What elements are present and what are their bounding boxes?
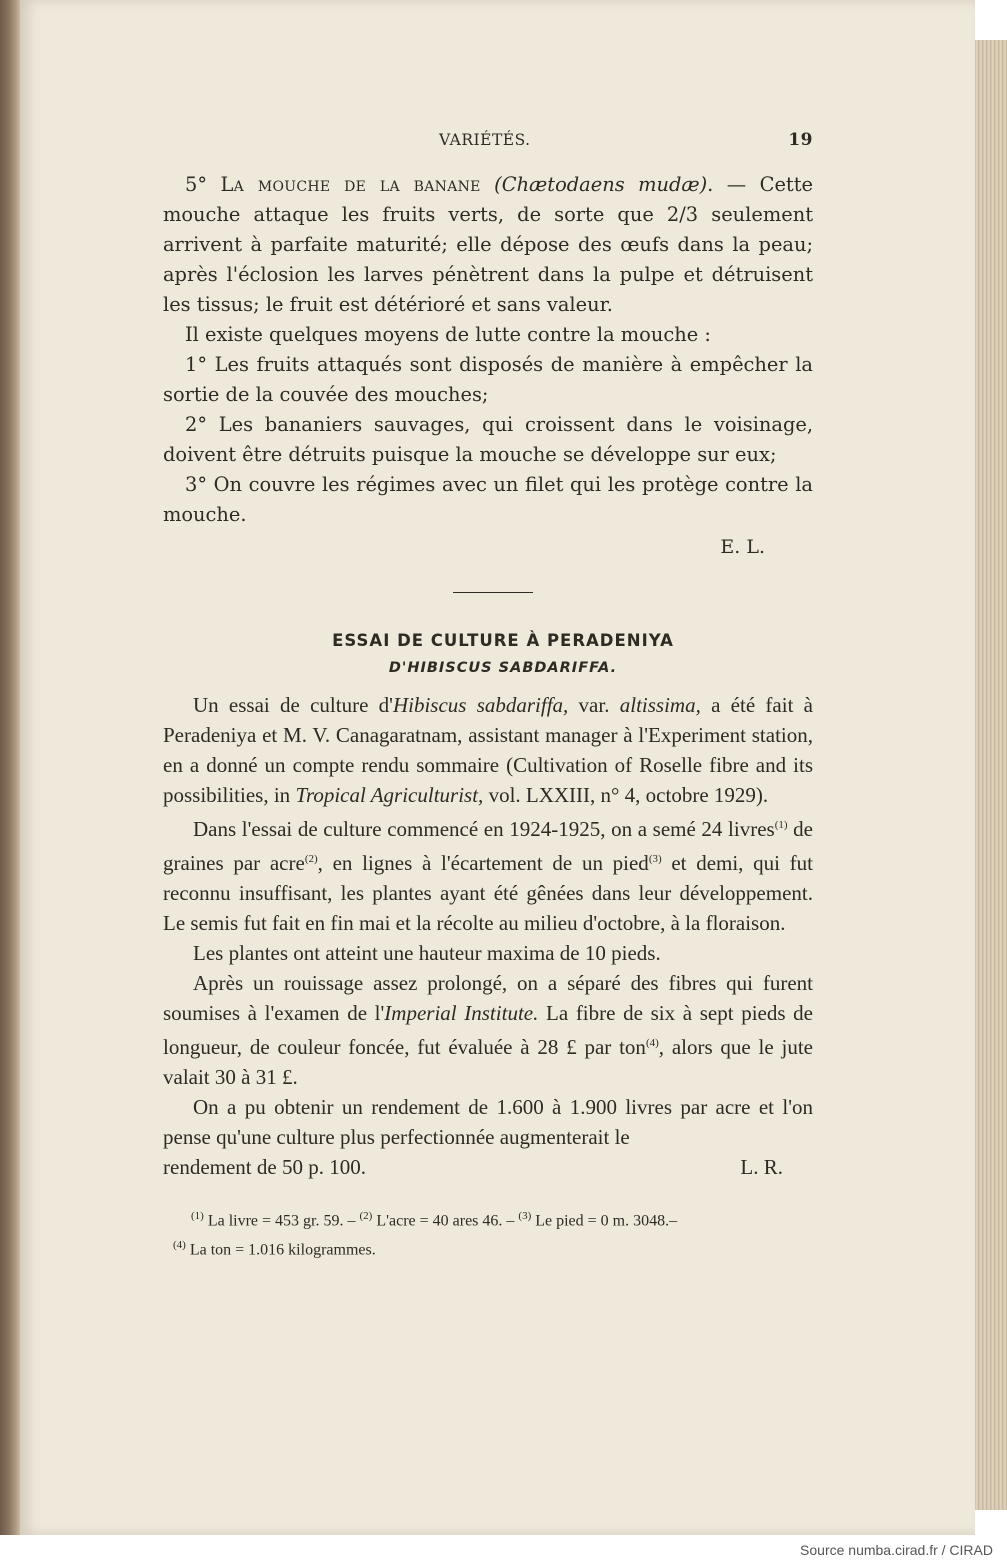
footnotes — [163, 1204, 813, 1263]
text: Un essai de culture d' — [193, 693, 393, 717]
page-content — [163, 130, 813, 1263]
signature: E. L. — [720, 536, 765, 558]
footnote-ref: (1) — [774, 819, 788, 831]
latin-name: Hibiscus sabdariffa, — [392, 693, 569, 717]
footnote-number: (1) — [191, 1210, 204, 1222]
footnote-ref: (4) — [645, 1037, 659, 1049]
article-title: ESSAI DE CULTURE À PERADENIYA — [332, 631, 674, 650]
paragraph — [163, 690, 813, 810]
section-banana-fly — [163, 170, 813, 562]
text: Dans l'essai de culture commencé en 1924-1925, on a semé 24 livres — [193, 817, 775, 841]
footnote-text: Le pied = 0 m. 3048.– — [531, 1212, 678, 1230]
page-number: 19 — [788, 130, 813, 150]
institute-name: Imperial Institute. — [384, 1001, 539, 1025]
footnote-line — [191, 1204, 813, 1233]
text: a été fait à Peradeniya et M. V. Canagaratnam, assistant manager à l'Experiment station, en a donné un compte rendu sommaire (Cultivation of Roselle fibre and its possibilities, in — [163, 693, 813, 807]
book-page — [20, 0, 975, 1535]
text: , en lignes à l'écartement de un pied — [317, 851, 649, 875]
separator-rule — [453, 592, 533, 593]
footnote-ref: (3) — [648, 853, 662, 865]
variety-name: altissima, — [619, 693, 701, 717]
book-edge-right — [971, 40, 1007, 1510]
footnote-line — [173, 1233, 813, 1262]
text: rendement de 50 p. 100. — [163, 1155, 366, 1179]
footnote-text: La ton = 1.016 kilogrammes. — [185, 1241, 376, 1259]
paragraph-last-line — [163, 1152, 813, 1182]
latin-name: (Chætodaens mudæ) — [494, 173, 708, 196]
text: Après un rouissage assez prolongé, on a séparé des fibres qui furent soumises à l'examen de l' — [163, 971, 813, 1025]
article-hibiscus — [163, 631, 813, 1182]
footnote-text: La livre = 453 gr. 59. – — [203, 1212, 360, 1230]
item-heading: La mouche de la banane — [220, 173, 481, 196]
text: et demi, qui fut reconnu insuffisant, les plantes ayant été gênées dans leur développement. Le semis fut fait en fin mai et la récolte au milieu d'octobre, à la floraison. — [163, 851, 814, 935]
footnote-number: (2) — [359, 1210, 373, 1222]
text: , alors que le jute valait 30 à 31 £. — [163, 1035, 813, 1089]
book-edge-left — [0, 0, 22, 1535]
paragraph: On a pu obtenir un rendement de 1.600 à 1.900 livres par acre et l'on pense qu'une culture plus perfectionnée augmenterait le — [163, 1095, 813, 1149]
footnote-number: (3) — [518, 1210, 532, 1222]
paragraph — [163, 810, 813, 938]
item-number: 5° — [185, 173, 208, 196]
text: vol. LXXIII, n° 4, octobre 1929). — [483, 783, 769, 807]
paragraph: Les plantes ont atteint une hauteur maxima de 10 pieds. — [193, 941, 661, 965]
footnote-ref: (2) — [304, 853, 318, 865]
paragraph-text: . — Cette mouche attaque les fruits verts, de sorte que 2/3 seulement arrivent à parfaite maturité; elle dépose des œufs dans la peau; après l'éclosion les larves pénètrent dans la pulpe et détruisent les tissus; le fruit est détérioré et sans valeur. — [163, 173, 813, 316]
article-subtitle: D'HIBISCUS SABDARIFFA. — [388, 660, 618, 676]
running-head — [163, 130, 813, 170]
text: de graines par acre — [163, 817, 813, 875]
paragraph: 1° Les fruits attaqués sont disposés de manière à empêcher la sortie de la couvée des mouches; — [163, 353, 813, 406]
journal-name: Tropical Agriculturist, — [295, 783, 484, 807]
footnote-text: L'acre = 40 ares 46. – — [372, 1212, 519, 1230]
paragraph: 3° On couvre les régimes avec un filet qui les protège contre la mouche. — [163, 473, 813, 526]
text: var. — [568, 693, 620, 717]
running-head-title: VARIÉTÉS. — [439, 131, 531, 149]
source-credit: Source numba.cirad.fr / CIRAD — [800, 1542, 993, 1558]
paragraph — [163, 968, 813, 1092]
footnote-number: (4) — [173, 1239, 186, 1252]
paragraph: 2° Les bananiers sauvages, qui croissent dans le voisinage, doivent être détruits puisque la mouche se développe sur eux; — [163, 413, 813, 466]
text: La fibre de six à sept pieds de longueur, de couleur foncée, fut évaluée à 28 £ par ton — [163, 1001, 813, 1059]
paragraph: Il existe quelques moyens de lutte contre la mouche : — [185, 323, 711, 346]
signature: L. R. — [740, 1155, 783, 1179]
paragraph — [163, 170, 813, 320]
